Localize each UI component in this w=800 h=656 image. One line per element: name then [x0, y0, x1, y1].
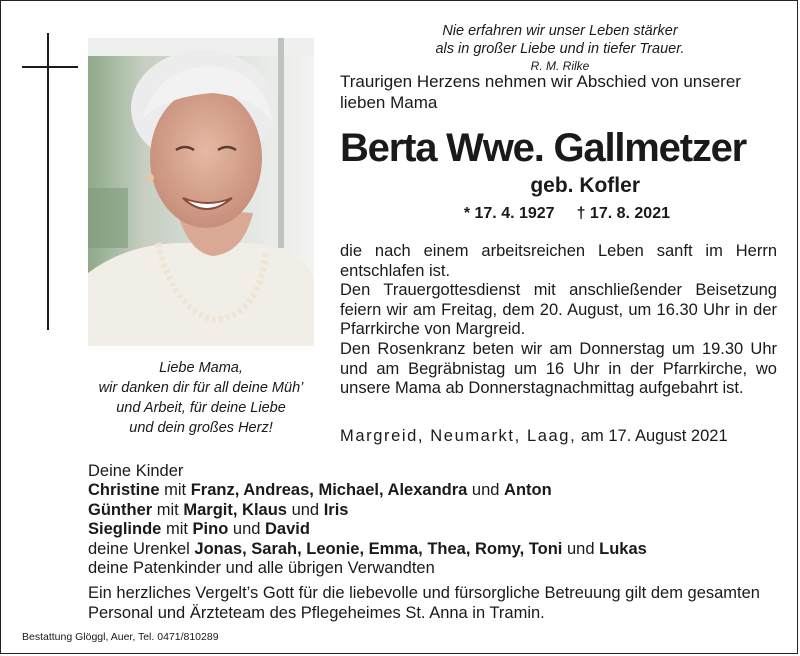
- photo-caption-line-4: und dein großes Herz!: [129, 420, 273, 436]
- announcement-paragraph-1: die nach einem arbeitsreichen Leben sanft im Herrn entschlafen ist.: [340, 242, 777, 280]
- portrait-photo: [88, 38, 314, 346]
- quote-line-2: als in großer Liebe und in tiefer Trauer.: [435, 41, 685, 57]
- death-date: † 17. 8. 2021: [576, 205, 670, 222]
- family-line-2: Günther mit Margit, Klaus und Iris: [88, 500, 349, 519]
- announcement-date: am 17. August 2021: [580, 427, 728, 445]
- funeral-home-footer: Bestattung Glöggl, Auer, Tel. 0471/810289: [22, 631, 219, 643]
- announcement-paragraph-2: Den Trauergottesdienst mit anschließender Beisetzung feiern wir am Freitag, dem 20. August, um 16.30 Uhr in der Pfarrkirche von Margreid.: [340, 281, 777, 339]
- thanks-text: Ein herzliches Vergelt’s Gott für die liebevolle und fürsorgliche Betreuung gilt dem gesamten Personal und Ärzteteam des Pflegeheimes St. Anna in Tramin.: [88, 584, 760, 622]
- deceased-name: Berta Wwe. Gallmetzer: [340, 126, 747, 170]
- family-line-4: deine Urenkel Jonas, Sarah, Leonie, Emma, Thea, Romy, Toni und Lukas: [88, 539, 647, 558]
- maiden-name: geb. Kofler: [530, 174, 640, 197]
- rilke-quote: [360, 22, 760, 74]
- photo-caption-line-2: wir danken dir für all deine Müh’: [98, 380, 304, 396]
- photo-caption-line-1: Liebe Mama,: [159, 360, 243, 376]
- family-line-3: Sieglinde mit Pino und David: [88, 520, 310, 539]
- place-and-date: [340, 426, 780, 446]
- locations: Margreid, Neumarkt, Laag,: [340, 427, 577, 445]
- announcement-paragraph-3: Den Rosenkranz beten wir am Donnerstag um 19.30 Uhr und am Begräbnistag um 16 Uhr in der Pfarrkirche, wo unsere Mama ab Donnerstagnachmittag aufgebahrt ist.: [340, 339, 777, 398]
- quote-author: R. M. Rilke: [530, 59, 590, 73]
- photo-caption-line-3: und Arbeit, für deine Liebe: [116, 400, 286, 416]
- family-line-1: Christine mit Franz, Andreas, Michael, Alexandra und Anton: [88, 481, 552, 500]
- birth-date: * 17. 4. 1927: [463, 205, 555, 222]
- intro-text: Traurigen Herzens nehmen wir Abschied von unserer lieben Mama: [340, 72, 741, 112]
- family-line-5: deine Patenkinder und alle übrigen Verwandten: [88, 559, 435, 578]
- family-heading: Deine Kinder: [88, 462, 184, 480]
- family-list: [88, 462, 788, 578]
- life-dates: [340, 204, 670, 224]
- quote-line-1: Nie erfahren wir unser Leben stärker: [442, 23, 678, 39]
- announcement-text: [340, 242, 777, 399]
- photo-caption: [88, 358, 314, 438]
